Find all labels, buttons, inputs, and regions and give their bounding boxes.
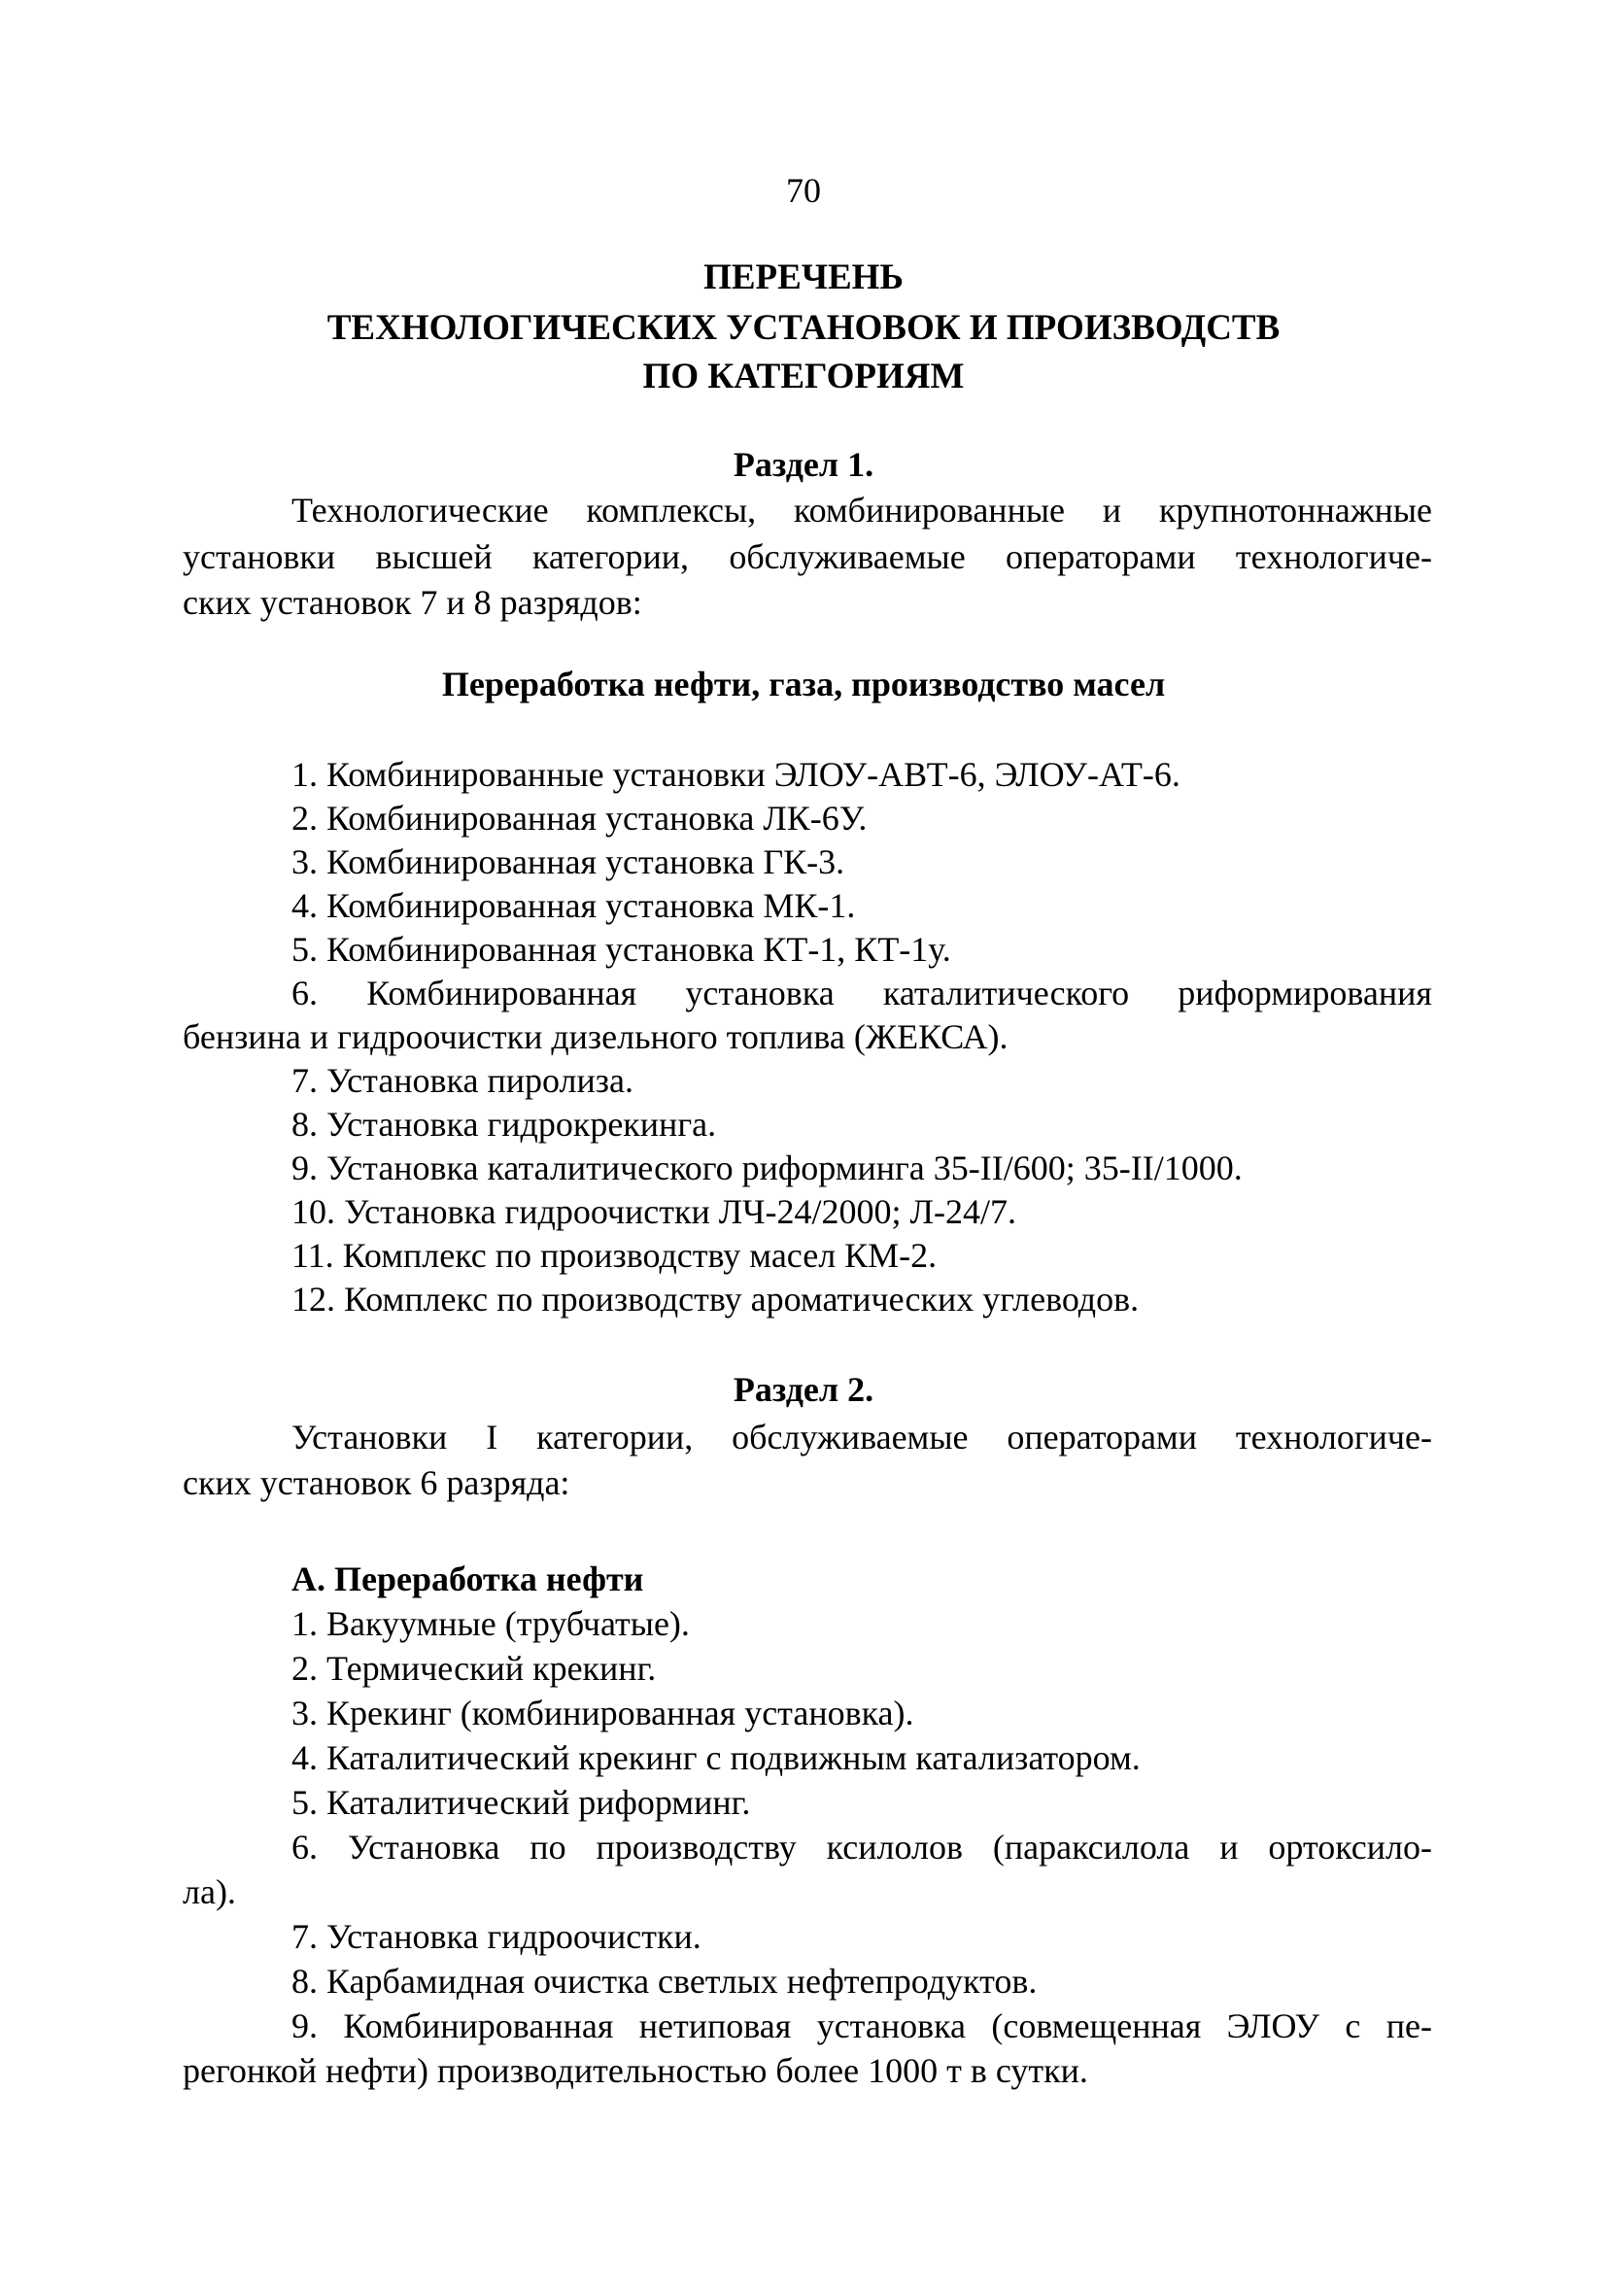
list-item: 4. Комбинированная установка МК-1. bbox=[291, 886, 856, 925]
list-item: 9. Установка каталитического риформинга 35-II/600; 35-II/1000. bbox=[291, 1148, 1243, 1187]
list-item: 5. Комбинированная установка КТ-1, КТ-1у. bbox=[291, 930, 951, 969]
section-2-intro-line: ских установок 6 разряда: bbox=[183, 1463, 570, 1502]
list-item-continuation: бензина и гидроочистки дизельного топлива (ЖЕКСА). bbox=[183, 1017, 1009, 1056]
section-2-heading: Раздел 2. bbox=[733, 1370, 874, 1409]
list-item: 9. Комбинированная нетиповая установка (совмещенная ЭЛОУ с пе- bbox=[291, 2006, 1432, 2045]
list-item: 1. Комбинированные установки ЭЛОУ-АВТ-6, ЭЛОУ-АТ-6. bbox=[291, 755, 1180, 794]
section-1-subheading: Переработка нефти, газа, производство масел bbox=[441, 665, 1166, 703]
list-item: 12. Комплекс по производству ароматических углеводов. bbox=[291, 1280, 1140, 1319]
list-item-continuation: ла). bbox=[183, 1872, 236, 1911]
list-item-continuation: регонкой нефти) производительностью более 1000 т в сутки. bbox=[183, 2051, 1088, 2090]
section-1-intro-line: установки высшей категории, обслуживаемые операторами технологиче- bbox=[183, 537, 1432, 576]
list-item: 10. Установка гидроочистки ЛЧ-24/2000; Л-24/7. bbox=[291, 1192, 1016, 1231]
list-item: 7. Установка гидроочистки. bbox=[291, 1917, 701, 1956]
title-line-2: ТЕХНОЛОГИЧЕСКИХ УСТАНОВОК И ПРОИЗВОДСТВ bbox=[326, 308, 1281, 348]
list-item: 3. Комбинированная установка ГК-3. bbox=[291, 842, 845, 881]
list-item: 5. Каталитический риформинг. bbox=[291, 1783, 751, 1822]
list-item: 1. Вакуумные (трубчатые). bbox=[291, 1604, 690, 1643]
list-item: 2. Термический крекинг. bbox=[291, 1649, 657, 1688]
list-item: 6. Комбинированная установка каталитического риформирования bbox=[291, 974, 1432, 1012]
section-2-intro-line: Установки I категории, обслуживаемые операторами технологиче- bbox=[291, 1418, 1432, 1456]
list-item: 11. Комплекс по производству масел КМ-2. bbox=[291, 1236, 938, 1275]
section-1-intro-line: ских установок 7 и 8 разрядов: bbox=[183, 583, 642, 622]
list-item: 2. Комбинированная установка ЛК-6У. bbox=[291, 799, 868, 838]
list-item: 6. Установка по производству ксилолов (параксилола и ортоксило- bbox=[291, 1828, 1432, 1867]
section-2-subheading: А. Переработка нефти bbox=[291, 1559, 644, 1598]
list-item: 7. Установка пиролиза. bbox=[291, 1061, 633, 1100]
page-number: 70 bbox=[786, 171, 821, 210]
section-1-intro-line: Технологические комплексы, комбинированные и крупнотоннажные bbox=[291, 491, 1432, 530]
list-item: 8. Карбамидная очистка светлых нефтепродуктов. bbox=[291, 1962, 1038, 2001]
list-item: 3. Крекинг (комбинированная установка). bbox=[291, 1694, 914, 1732]
section-1-heading: Раздел 1. bbox=[733, 445, 874, 484]
list-item: 4. Каталитический крекинг с подвижным катализатором. bbox=[291, 1738, 1141, 1777]
list-item: 8. Установка гидрокрекинга. bbox=[291, 1105, 717, 1144]
title-line-1: ПЕРЕЧЕНЬ bbox=[703, 257, 904, 297]
title-line-3: ПО КАТЕГОРИЯМ bbox=[642, 357, 965, 396]
